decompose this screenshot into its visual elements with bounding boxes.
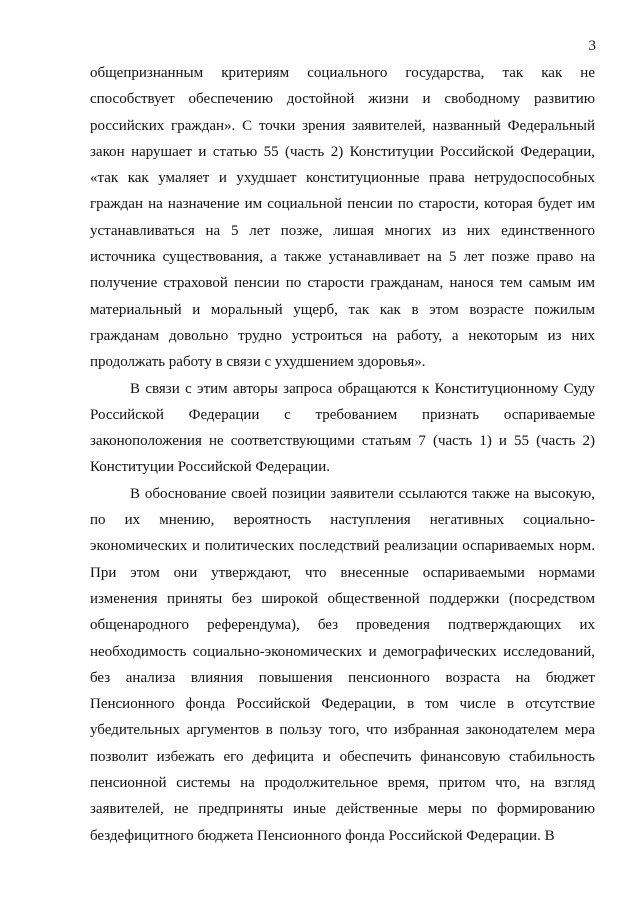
paragraph-continued: общепризнанным критериям социального государства, так как не способствует обеспечению достойной жизни и свободному развитию российских граждан». С точки зрения заявителей, названный Федеральный закон нарушает и статью 55 (часть 2) Конституции Российской Федерации, «так как умаляет и ухудшает конституционные права нетрудоспособных граждан на назначение им социальной пенсии по старости, которая будет им устанавливаться на 5 лет позже, лишая многих из них единственного источника существования, а также устанавливает на 5 лет позже право на получение страховой пенсии по старости гражданам, нанося тем самым им материальный и моральный ущерб, так как в этом возрасте пожилым гражданам довольно трудно устроиться на работу, а некоторым из них продолжать работу в связи с ухудшением здоровья». [90,65,595,371]
paragraph: В обоснование своей позиции заявители ссылаются также на высокую, по их мнению, вероятность наступления негативных социально-экономических и политических последствий реализации оспариваемых норм. При этом они утверждают, что внесенные оспариваемыми нормами изменения приняты без широкой общественной поддержки (посредством общенародного референдума), без проведения подтверждающих их необходимость социально-экономических и демографических исследований, без анализа влияния повышения пенсионного возраста на бюджет Пенсионного фонда Российской Федерации, в том числе в отсутствие убедительных аргументов в пользу того, что избранная законодателем мера позволит избежать его дефицита и обеспечить финансовую стабильность пенсионной системы на продолжительное время, притом что, на взгляд заявителей, не предприняты иные действенные меры по формированию бездефицитного бюджета Пенсионного фонда Российской Федерации. В [90,485,595,844]
document-body [90,60,595,849]
page-number: 3 [588,38,596,54]
paragraph: В связи с этим авторы запроса обращаются к Конституционному Суду Российской Федерации с требованием признать оспариваемые законоположения не соответствующими статьям 7 (часть 1) и 55 (часть 2) Конституции Российской Федерации. [90,380,595,476]
